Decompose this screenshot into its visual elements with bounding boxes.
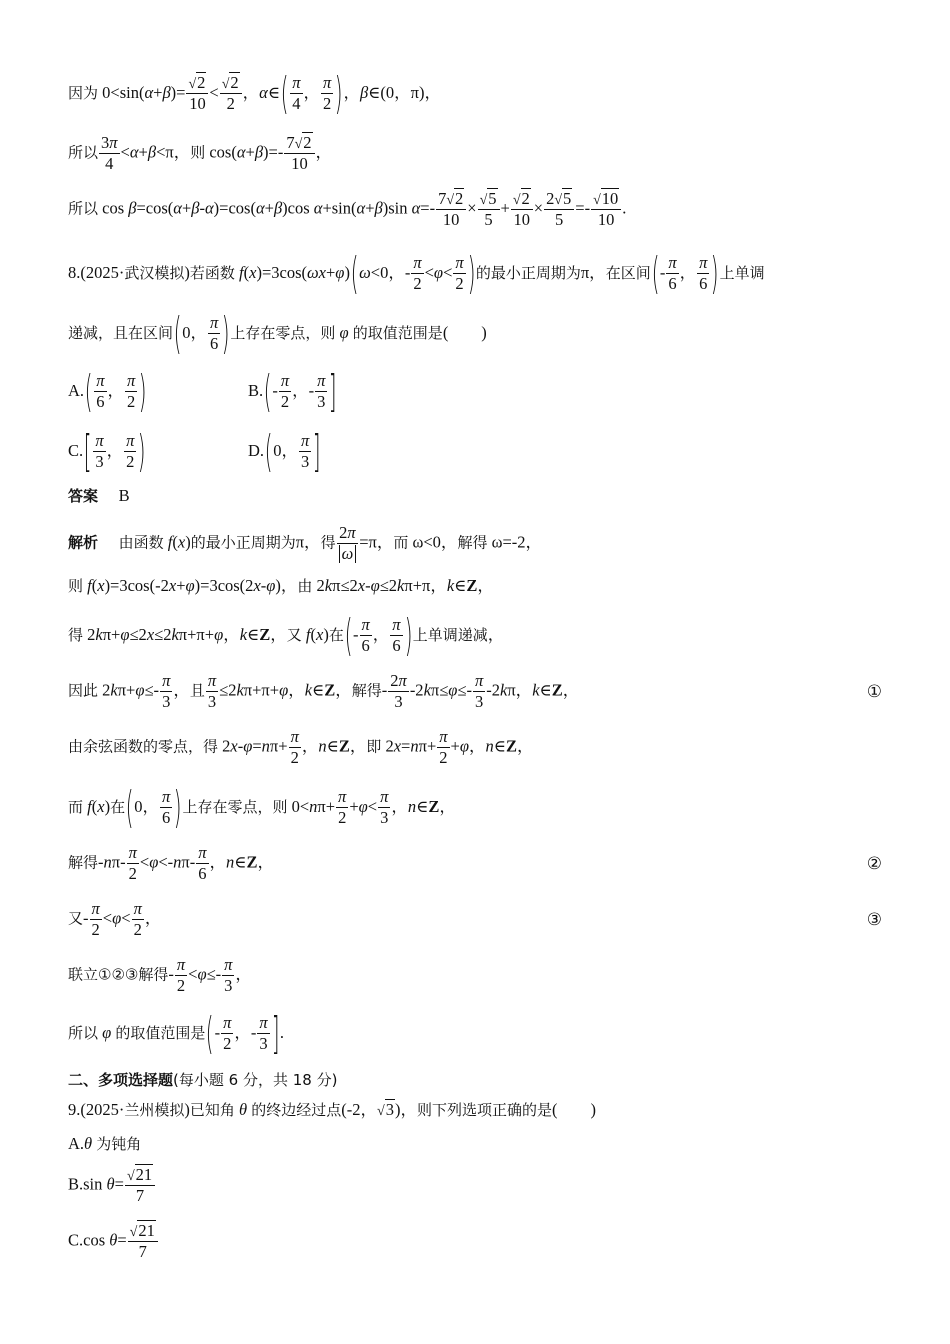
question-8-line-1: 8.(2025·武汉模拟)若函数 f(x)=3cos(ωx+φ)(ω<0，- $\frac{\pi}{2}$ <φ< $\frac{\pi}{2}$ )的最小正周期为π，在区间(- $\frac{\pi}{6}$ ， $\frac{\pi}{6}$ )上单调 <box>68 248 765 299</box>
section-heading-2: 二、多项选择题(每小题 6 分，共 18 分) <box>68 1071 338 1089</box>
solution-line-8: 又- $\frac{\pi}{2}$ <φ< $\frac{\pi}{2}$ ， <box>68 899 162 939</box>
answer-line <box>68 488 130 505</box>
solution-line-9: 联立①②③解得- $\frac{\pi}{2}$ <φ≤- $\frac{\pi}{3}$ ， <box>68 955 252 995</box>
question-9-option-b[interactable]: B.sin θ= √ $\frac{21}{7}$ <box>68 1166 156 1206</box>
solution-line-7: 解得-nπ- $\frac{\pi}{2}$ <φ<-nπ- $\frac{\pi}{6}$ ，n∈Z， <box>68 843 274 883</box>
solution-line-3: 得 2kπ+φ≤2x≤2kπ+π+φ，k∈Z，又 f(x)在(- $\frac{\pi}{6}$ ， $\frac{\pi}{6}$ )上单调递减， <box>68 610 505 661</box>
answer-label: 答案 <box>68 487 99 505</box>
solution-line-5: 由余弦函数的零点，得 2x-φ=nπ+ $\frac{\pi}{2}$ ，n∈Z，即 2x=nπ+ $\frac{\pi}{2}$ +φ，n∈Z， <box>68 727 534 767</box>
option-a[interactable]: A.( $\frac{\pi}{6}$ ， $\frac{\pi}{2}$ ) <box>68 366 147 417</box>
question-9-option-c[interactable]: C.cos θ= √ $\frac{21}{7}$ <box>68 1222 159 1262</box>
answer-value: B <box>118 486 130 505</box>
question-9: 9.(2025·兰州模拟)已知角 θ 的终边经过点(-2，√ 3)，则下列选项正确的是( ) <box>68 1102 596 1119</box>
text-line-3: 所以 cos β=cos(α+β-α)=cos(α+β)cos α+sin(α+β)sin α=- $\frac{7√ 2}{10}$ × √ $\frac{5}{5}$ + √ $\frac{2}{10}$ × $\frac{2√ 5}{5}$ =- √ $\frac{10}{10}$ . <box>68 190 626 230</box>
option-c[interactable]: C.[ $\frac{\pi}{3}$ ， $\frac{\pi}{2}$ ) <box>68 426 146 477</box>
question-9-option-a[interactable]: A.θ 为钝角 <box>68 1134 142 1153</box>
equation-marker-3: ③ <box>866 910 882 929</box>
option-b[interactable]: B.(- $\frac{\pi}{2}$ ，- $\frac{\pi}{3}$ ] <box>248 366 337 417</box>
question-8-line-2: 递减，且在区间(0， $\frac{\pi}{6}$ )上存在零点，则 φ 的取值范围是( ) <box>68 308 487 359</box>
solution-line-2: 则 f(x)=3cos(-2x+φ)=3cos(2x-φ)，由 2kπ≤2x-φ≤2kπ+π，k∈Z， <box>68 576 494 595</box>
solution-line-10: 所以 φ 的取值范围是(- $\frac{\pi}{2}$ ，- $\frac{\pi}{3}$ ]. <box>68 1008 284 1059</box>
text-line-1: 因为 0<sin(α+β)= √ $\frac{2}{10}$ < √ $\frac{2}{2}$ ，α∈( $\frac{\pi}{4}$ ， $\frac{\pi}{2}$ )，β∈(0，π)， <box>68 72 441 116</box>
option-d[interactable]: D.(0， $\frac{\pi}{3}$ ] <box>248 426 321 477</box>
text-line-2: 所以 $\frac{3\pi}{4}$ <α+β<π，则 cos(α+β)=- $\frac{7√ 2}{10}$ ， <box>68 134 332 174</box>
solution-line-6: 而 f(x)在(0， $\frac{\pi}{6}$ )上存在零点，则 0<nπ+ $\frac{\pi}{2}$ +φ< $\frac{\pi}{3}$ ，n∈Z， <box>68 782 456 833</box>
solution-line-4: 因此 2kπ+φ≤- $\frac{\pi}{3}$ ，且 $\frac{\pi}{3}$ ≤2kπ+π+φ，k∈Z，解得- $\frac{2\pi}{3}$ -2kπ≤φ≤- $\frac{\pi}{3}$ -2kπ，k∈Z， <box>68 671 580 711</box>
equation-marker-1: ① <box>866 682 882 701</box>
solution-line-1: 解析 由函数 f(x)的最小正周期为π，得 $\frac{2\pi}{\omega}$ =π，而 ω<0，解得 ω=-2， <box>68 523 542 563</box>
equation-marker-2: ② <box>866 854 882 873</box>
